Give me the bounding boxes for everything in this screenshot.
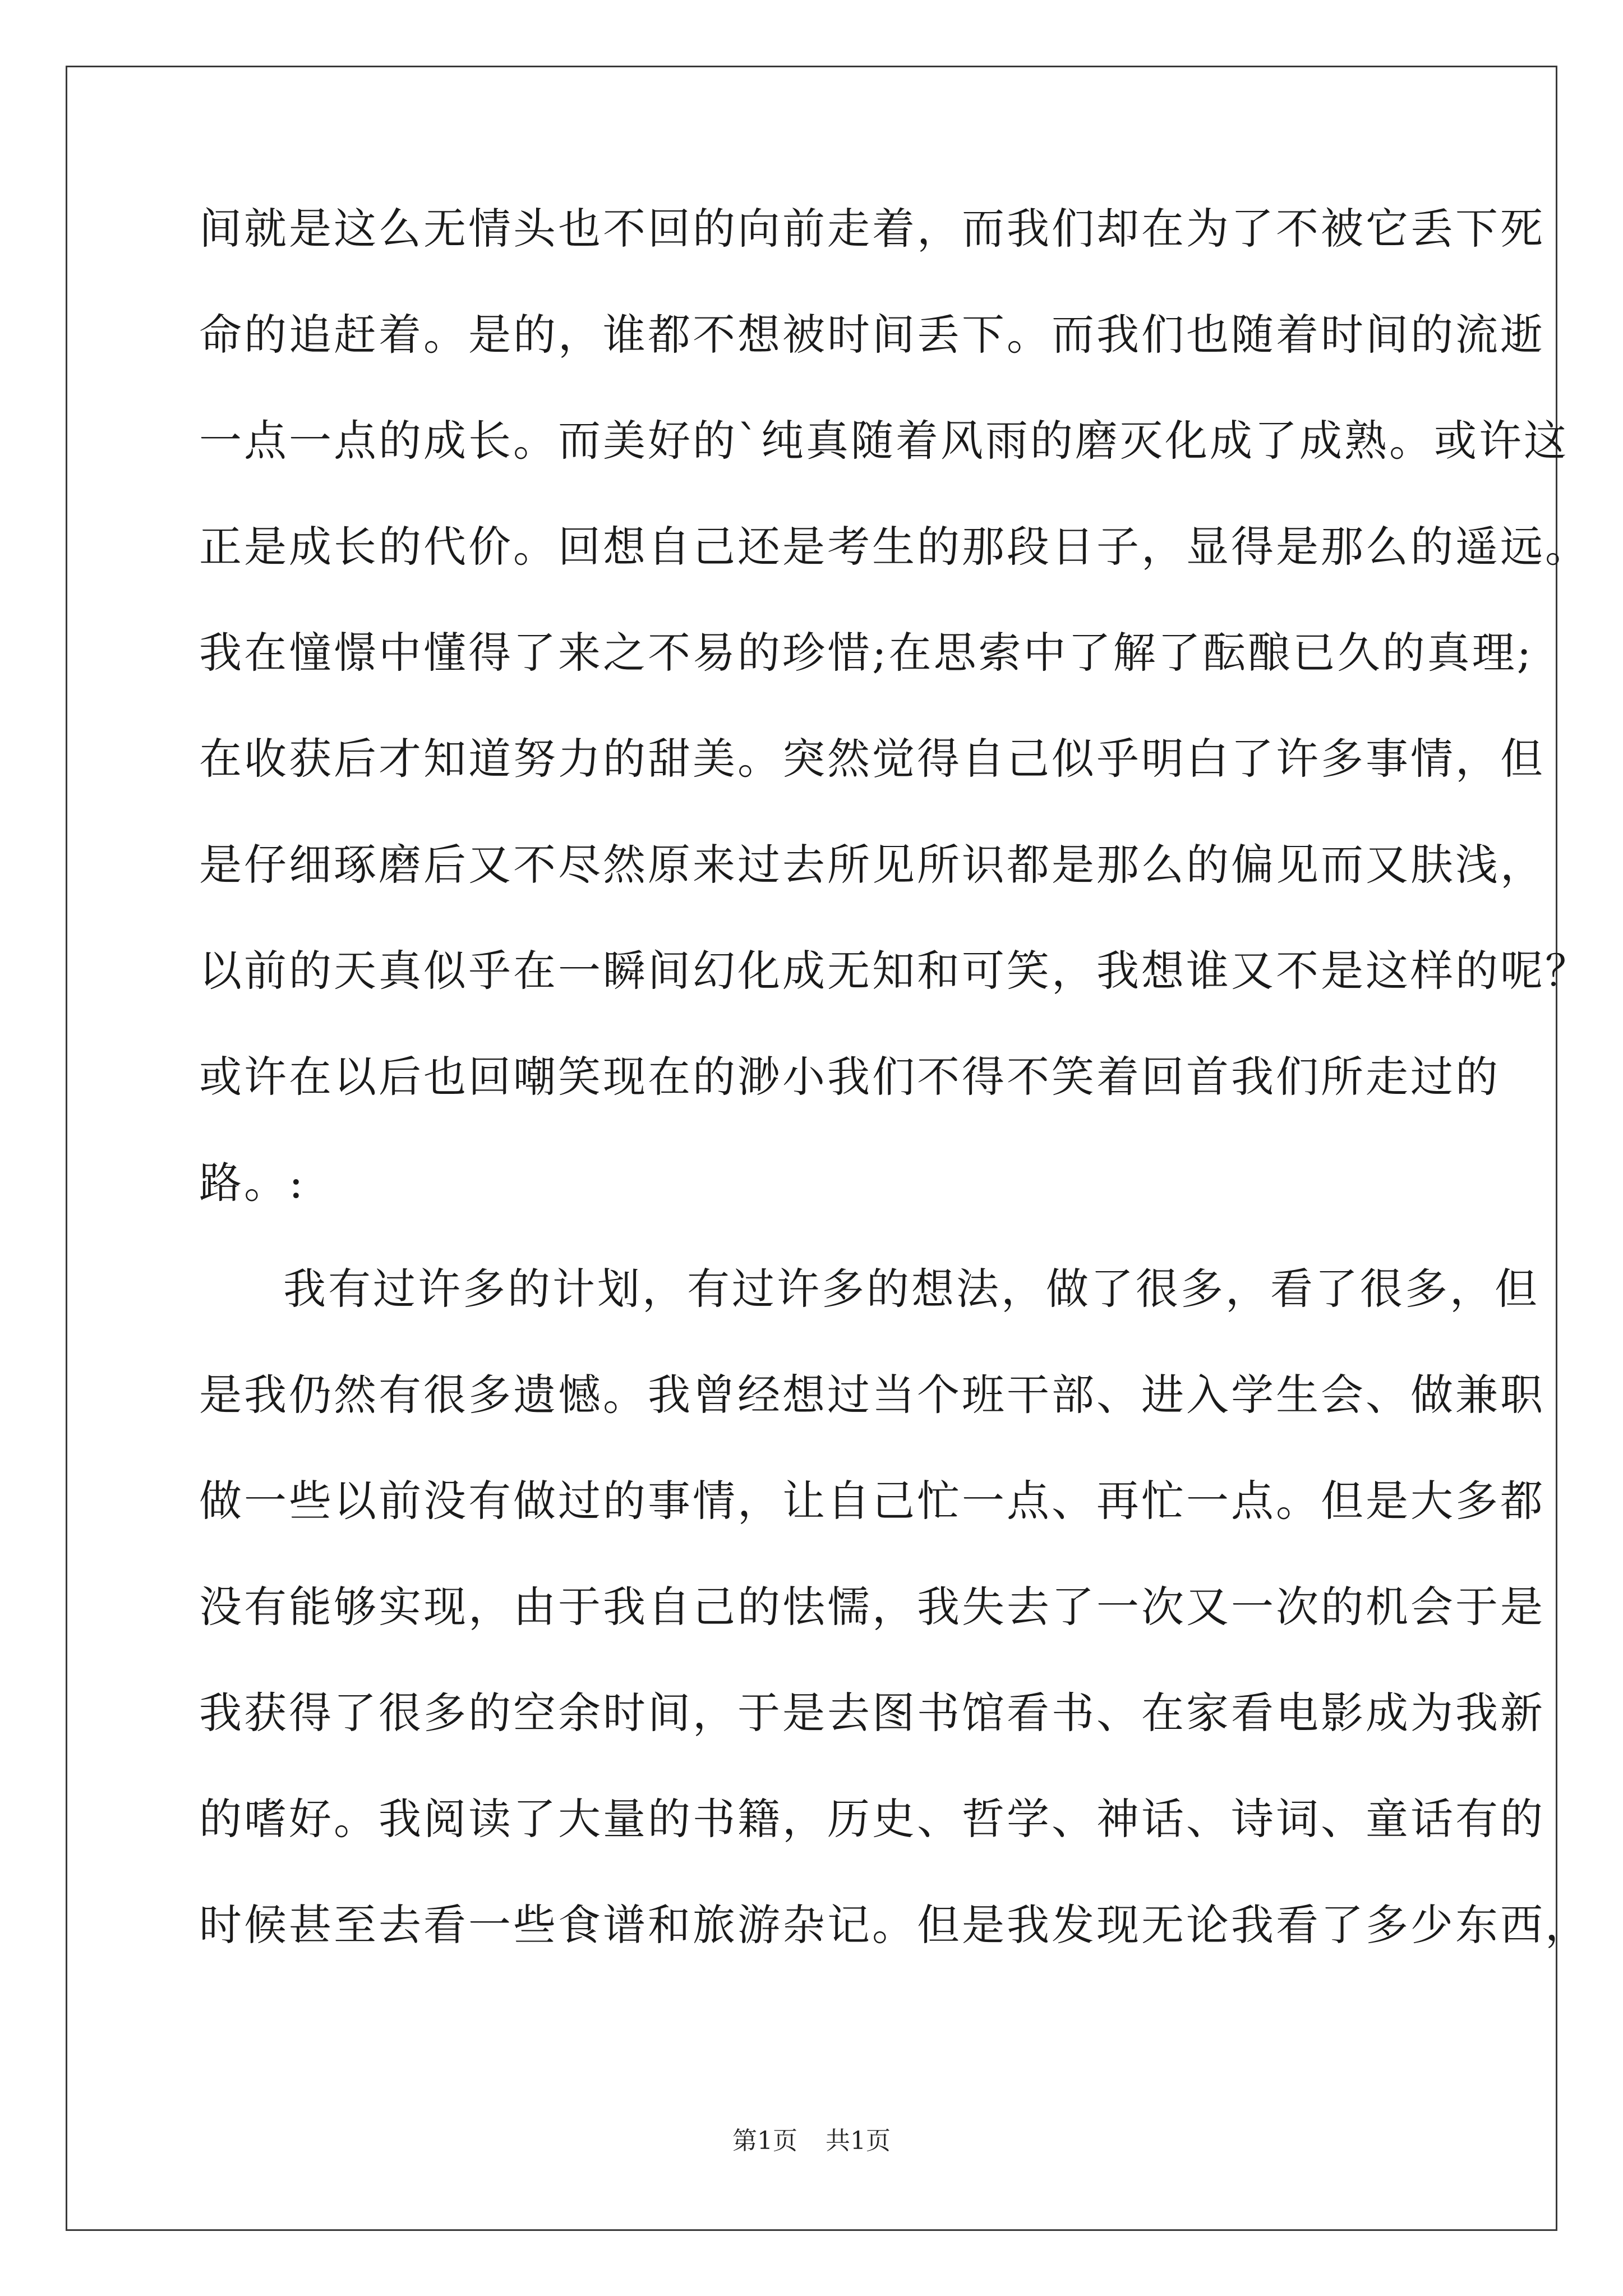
text-line: 或许在以后也回嘲笑现在的渺小我们不得不笑着回首我们所走过的 xyxy=(199,1052,1500,1102)
document-body xyxy=(199,204,1590,2010)
text-line: 我在憧憬中懂得了来之不易的珍惜;在思索中了解了酝酿已久的真理; xyxy=(199,628,1534,678)
text-line: 在收获后才知道努力的甜美。突然觉得自己似乎明白了许多事情，但 xyxy=(199,734,1545,784)
text-line: 我获得了很多的空余时间，于是去图书馆看书、在家看电影成为我新 xyxy=(199,1688,1545,1738)
text-line: 时候甚至去看一些食谱和旅游杂记。但是我发现无论我看了多少东西， xyxy=(199,1900,1590,1950)
page-total: 共1页 xyxy=(826,2127,891,2155)
text-line: 是仔细琢磨后又不尽然原来过去所见所识都是那么的偏见而又肤浅， xyxy=(199,840,1545,890)
text-line: 间就是这么无情头也不回的向前走着，而我们却在为了不被它丢下死 xyxy=(199,204,1545,254)
text-line: 路。: xyxy=(199,1158,306,1208)
text-line: 的嗜好。我阅读了大量的书籍，历史、哲学、神话、诗词、童话有的 xyxy=(199,1794,1545,1844)
text-line: 做一些以前没有做过的事情，让自己忙一点、再忙一点。但是大多都 xyxy=(199,1476,1545,1526)
text-line: 是我仍然有很多遗憾。我曾经想过当个班干部、进入学生会、做兼职 xyxy=(199,1370,1545,1420)
text-line: 没有能够实现，由于我自己的怯懦，我失去了一次又一次的机会于是 xyxy=(199,1582,1545,1632)
text-line: 以前的天真似乎在一瞬间幻化成无知和可笑，我想谁又不是这样的呢？ xyxy=(199,946,1590,996)
text-line: 一点一点的成长。而美好的`纯真随着风雨的磨灭化成了成熟。或许这 xyxy=(199,416,1569,466)
page-footer xyxy=(0,2129,1623,2154)
text-line: 命的追赶着。是的，谁都不想被时间丢下。而我们也随着时间的流逝 xyxy=(199,310,1545,360)
text-line: 我有过许多的计划，有过许多的想法，做了很多，看了很多，但 xyxy=(283,1264,1539,1314)
text-line: 正是成长的代价。回想自己还是考生的那段日子，显得是那么的遥远。 xyxy=(199,522,1590,572)
page-number: 第1页 xyxy=(732,2127,797,2155)
